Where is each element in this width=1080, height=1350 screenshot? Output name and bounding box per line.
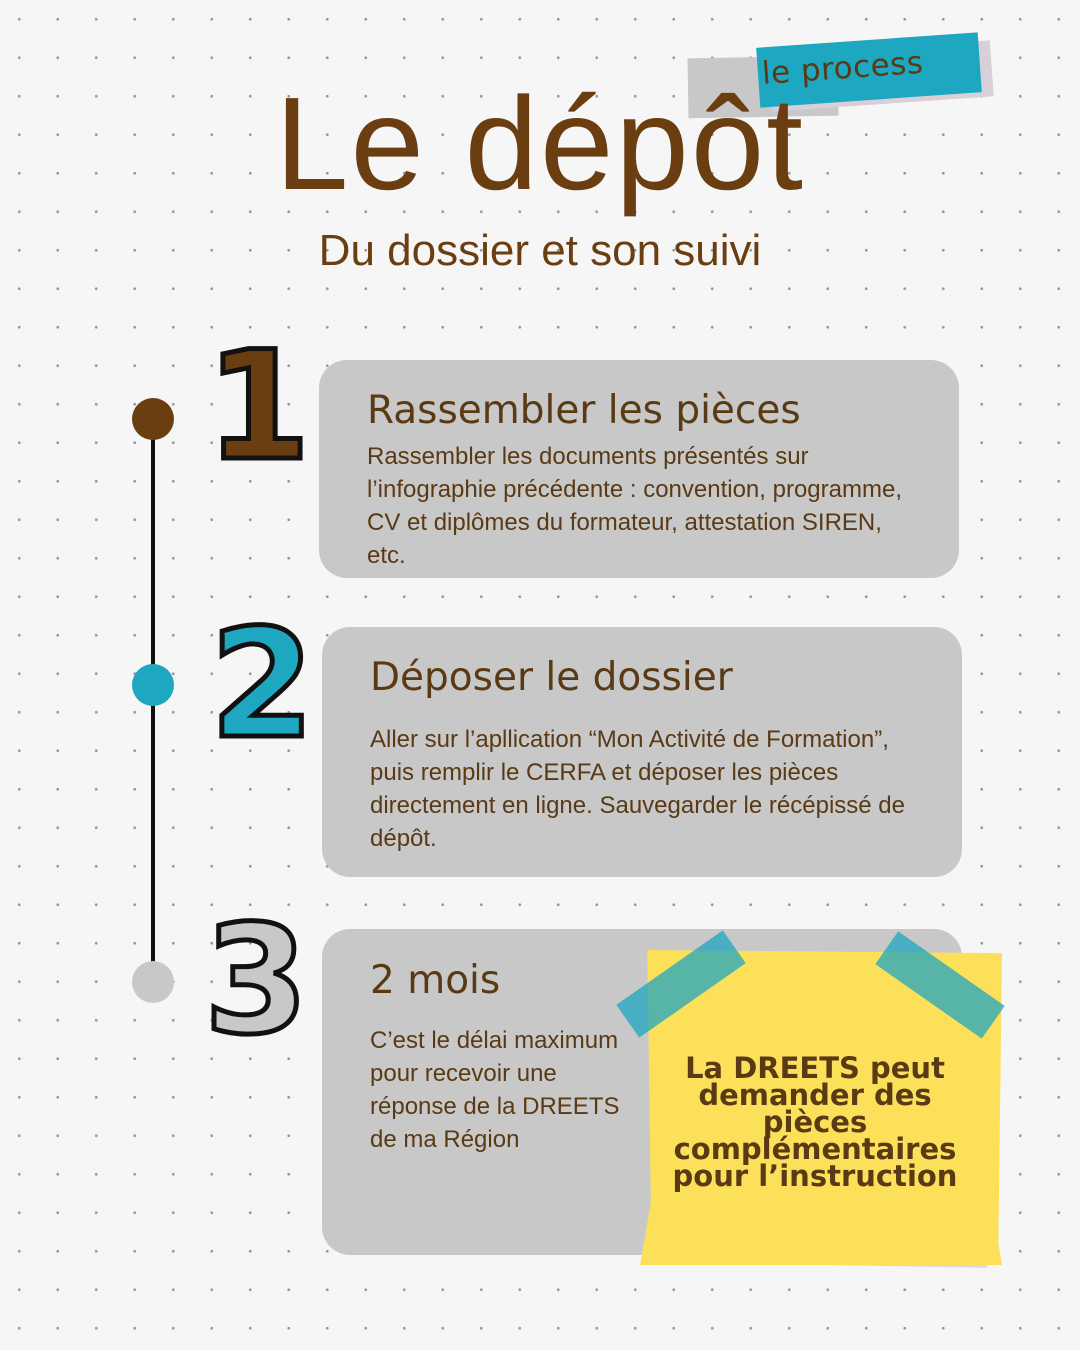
timeline-dot-3 (132, 961, 174, 1003)
timeline-dot-1 (132, 398, 174, 440)
step-body-3: C’est le délai maximum pour recevoir une réponse de la DREETS de ma Région (370, 1027, 620, 1153)
timeline-dot-2 (132, 664, 174, 706)
step-number-2: 2 (210, 598, 315, 772)
page-subtitle: Du dossier et son suivi (318, 226, 762, 275)
sticky-note-text: La DREETS peut demander des pièces complémentaires pour l’instruction (672, 1051, 958, 1193)
step-body-2: Aller sur l’apllication “Mon Activité de Formation”, puis remplir le CERFA et déposer les pièces directement en ligne. Sauvegarder le récépissé de dépôt. (370, 726, 905, 852)
step-number-1: 1 (206, 320, 311, 494)
page-title: Le dépôt (275, 70, 805, 217)
step-title-1: Rassembler les pièces (367, 388, 801, 433)
step-title-2: Déposer le dossier (370, 655, 733, 700)
tag-label: le process (760, 44, 925, 92)
step-number-3: 3 (204, 894, 309, 1068)
step-title-3: 2 mois (370, 958, 501, 1003)
step-body-1: Rassembler les documents présentés sur l’infographie précédente : convention, programme, CV et diplômes du formateur, attestation SIREN, etc. (367, 443, 902, 569)
